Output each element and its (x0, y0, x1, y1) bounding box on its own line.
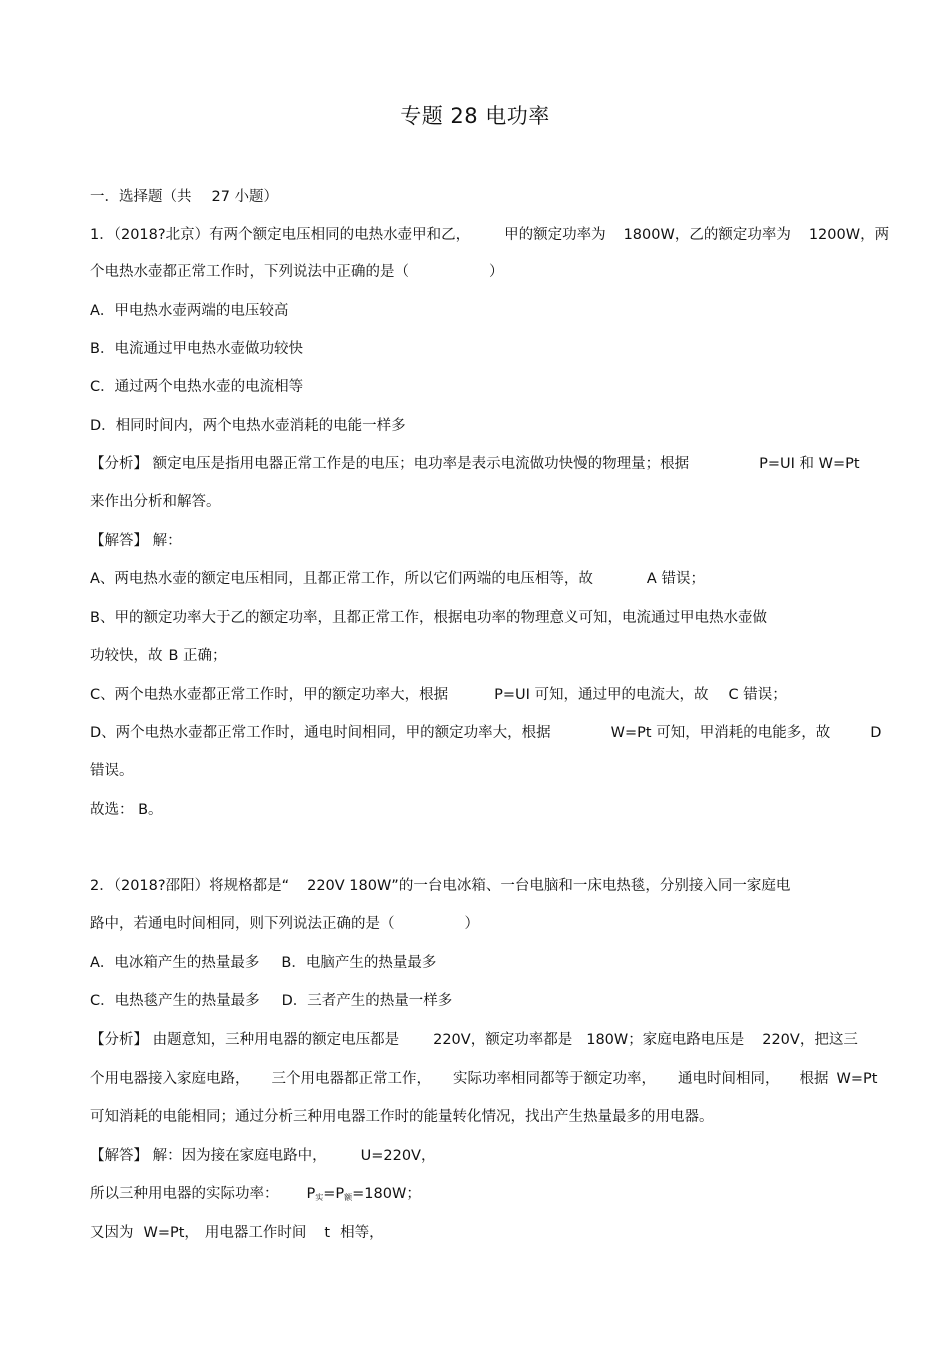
q2-sol-3e: 相等， (340, 1225, 384, 1241)
page-title: 专题 28 电功率 (400, 104, 550, 128)
q2-option-b: B．电脑产生的热量最多 (281, 955, 437, 971)
q2-sol-2-sub-rated: 额 (344, 1193, 353, 1202)
q2-sol-2-p1: P (306, 1186, 316, 1202)
q1-solution-c (90, 685, 787, 705)
q2-an-1c: 180W；家庭电路电压是 (586, 1032, 745, 1048)
q1-paren-close: ） (489, 264, 504, 280)
q2-an-1a: 【分析】 由题意知，三种用电器的额定电压都是 (90, 1032, 400, 1048)
q1-sol-a-text: A、两电热水壶的额定电压相同，且都正常工作，所以它们两端的电压相等，故 (90, 571, 593, 587)
q1-sol-c-result: C 错误； (728, 687, 787, 703)
q2-option-d: D．三者产生的热量一样多 (281, 993, 453, 1009)
q1-option-c: C．通过两个电热水壶的电流相等 (90, 379, 304, 395)
q1-option-d: D．相同时间内，两个电热水壶消耗的电能一样多 (90, 418, 406, 434)
q1-stem-a: 1．（2018?北京）有两个额定电压相同的电热水壶甲和乙， (90, 227, 471, 243)
q1-sol-a-result: A 错误； (646, 571, 705, 587)
q2-an-2d: 通电时间相同， (678, 1071, 780, 1087)
q2-solution-line2 (90, 1184, 421, 1208)
q1-solution-d-line2: 错误。 (90, 763, 134, 779)
q2-sol-2-eq: =P (323, 1186, 345, 1202)
q1-sol-b-result: B 正确； (168, 648, 227, 664)
q1-analysis-a: 【分析】 额定电压是指用电器正常工作是的电压；电功率是表示电流做功快慢的物理量；根据 (90, 456, 690, 472)
q2-options-cd (90, 991, 452, 1011)
q1-sol-d-option: D (870, 725, 882, 741)
q2-sol-2-val: =180W； (352, 1186, 421, 1202)
q2-sol-3d: t (324, 1225, 331, 1241)
q2-paren-close: ） (464, 916, 479, 932)
q1-solution-b-line1: B、甲的额定功率大于乙的额定功率，且都正常工作，根据电功率的物理意义可知，电流通过甲电热水壶做 (90, 610, 767, 626)
q1-solution-d-line1 (90, 723, 881, 743)
q2-sol-3b: W=Pt， (143, 1225, 199, 1241)
q1-answer: 故选： B。 (90, 802, 163, 818)
q2-sol-1b: U=220V， (360, 1148, 436, 1164)
q1-solution-b-line2 (90, 646, 227, 666)
q2-sol-1a: 【解答】 解：因为接在家庭电路中， (90, 1148, 327, 1164)
q2-an-2a: 个用电器接入家庭电路， (90, 1071, 250, 1087)
q2-an-1b: 220V，额定功率都是 (433, 1032, 573, 1048)
q1-sol-b-text: 功较快，故 (90, 648, 163, 664)
q1-sol-d-middle: W=Pt 可知，甲消耗的电能多，故 (610, 725, 831, 741)
q2-an-2b: 三个用电器都正常工作， (271, 1071, 431, 1087)
q2-sol-2a: 所以三种用电器的实际功率： (90, 1186, 279, 1202)
q2-sol-3a: 又因为 (90, 1225, 134, 1241)
q2-an-1d: 220V，把这三 (762, 1032, 858, 1048)
q2-sol-2-sub-actual: 实 (315, 1193, 324, 1202)
q2-stem-b: 220V 180W”的一台电冰箱、一台电脑和一床电热毯，分别接入同一家庭电 (307, 878, 791, 894)
q1-option-b: B．电流通过甲电热水壶做功较快 (90, 341, 303, 357)
q2-stem-line2 (90, 914, 479, 934)
q2-stem-line2-text: 路中，若通电时间相同，则下列说法正确的是（ (90, 916, 395, 932)
q2-an-2e: 根据 (799, 1071, 829, 1087)
q2-stem-a: 2．（2018?邵阳）将规格都是“ (90, 878, 290, 894)
q2-an-2c: 实际功率相同都等于额定功率， (453, 1071, 656, 1087)
q1-solution-a (90, 569, 705, 589)
q1-option-a: A．甲电热水壶两端的电压较高 (90, 303, 289, 319)
q1-analysis-b: P=UI 和 W=Pt (759, 456, 860, 472)
q1-stem-d: 1200W，两 (808, 227, 890, 243)
q1-sol-c-middle: P=UI 可知，通过甲的电流大，故 (494, 687, 709, 703)
q2-analysis-line2 (90, 1069, 877, 1089)
q1-stem-c: 1800W，乙的额定功率为 (623, 227, 791, 243)
q1-stem-line2-text: 个电热水壶都正常工作时，下列说法中正确的是（ (90, 264, 409, 280)
q2-options-ab (90, 953, 436, 973)
q1-sol-d-text: D、两个电热水壶都正常工作时，通电时间相同，甲的额定功率大，根据 (90, 725, 551, 741)
q2-solution-line1 (90, 1146, 435, 1166)
q2-solution-line3 (90, 1223, 384, 1243)
q2-an-2f: W=Pt (836, 1071, 878, 1087)
q1-stem-b: 甲的额定功率为 (504, 227, 606, 243)
q2-analysis-line1 (90, 1030, 858, 1050)
q2-stem-line1 (90, 876, 790, 896)
q2-option-a: A．电冰箱产生的热量最多 (90, 955, 260, 971)
q2-sol-3c: 用电器工作时间 (204, 1225, 307, 1241)
q1-sol-c-text: C、两个电热水壶都正常工作时，甲的额定功率大，根据 (90, 687, 449, 703)
q2-option-c: C．电热毯产生的热量最多 (90, 993, 260, 1009)
q1-stem-line2 (90, 262, 504, 282)
q1-solution-head: 【解答】 解： (90, 533, 182, 549)
q2-analysis-line3: 可知消耗的电能相同；通过分析三种用电器工作时的能量转化情况，找出产生热量最多的用电器。 (90, 1109, 714, 1125)
q1-analysis-line1 (90, 454, 860, 474)
q1-stem-line1 (90, 225, 889, 245)
section-header (90, 187, 278, 207)
section-label: 一．选择题（共 (90, 189, 192, 205)
q1-analysis-line2: 来作出分析和解答。 (90, 494, 221, 510)
section-count: 27 小题） (211, 189, 279, 205)
